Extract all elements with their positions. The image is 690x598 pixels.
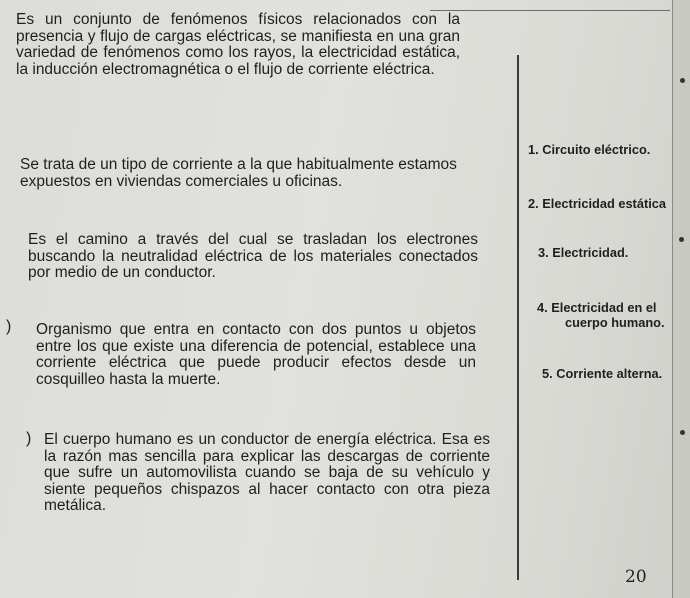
answer-blank-4: ) [6, 318, 12, 335]
definition-3: Es el camino a través del cual se trasladan los electrones buscando la neutralidad eléctrica de los materiales conectados por medio de un conductor. [28, 231, 478, 282]
answer-option-5: 5. Corriente alterna. [542, 366, 663, 381]
right-margin [672, 0, 690, 598]
answer-option-1: 1. Circuito eléctrico. [528, 142, 651, 157]
answer-option-2: 2. Electricidad estática [528, 196, 666, 211]
definition-1: Es un conjunto de fenómenos físicos relacionados con la presencia y flujo de cargas eléctricas, se manifiesta en una gran variedad de fenómenos como los rayos, la electricidad estática, la inducción electromagnética o el flujo de corriente eléctrica. [16, 11, 460, 78]
top-rule [430, 10, 670, 11]
answer-blank-5: ) [26, 430, 32, 447]
definition-2: Se trata de un tipo de corriente a la que habitualmente estamos expuestos en viviendas comerciales u oficinas. [20, 156, 457, 190]
column-divider [517, 55, 519, 580]
binder-hole [680, 78, 685, 83]
answer-option-4: 4. Electricidad en el [537, 300, 657, 315]
definition-5: El cuerpo humano es un conductor de energía eléctrica. Esa es la razón mas sencilla para explicar las descargas de corriente que sufre un automovilista cuando se baja de su vehículo y siente pequeños chispazos al hacer contacto con otra pieza metálica. [44, 431, 490, 515]
definition-4: Organismo que entra en contacto con dos puntos u objetos entre los que existe una diferencia de potencial, establece una corriente eléctrica que puede producir efectos desde un cosquilleo hasta la muerte. [36, 321, 476, 388]
binder-hole [679, 237, 684, 242]
answer-option-3: 3. Electricidad. [538, 245, 629, 260]
binder-hole [680, 430, 685, 435]
answer-option-4-cont: cuerpo humano. [565, 315, 665, 330]
right-margin-edge [672, 0, 673, 598]
page-number: 20 [625, 567, 647, 587]
